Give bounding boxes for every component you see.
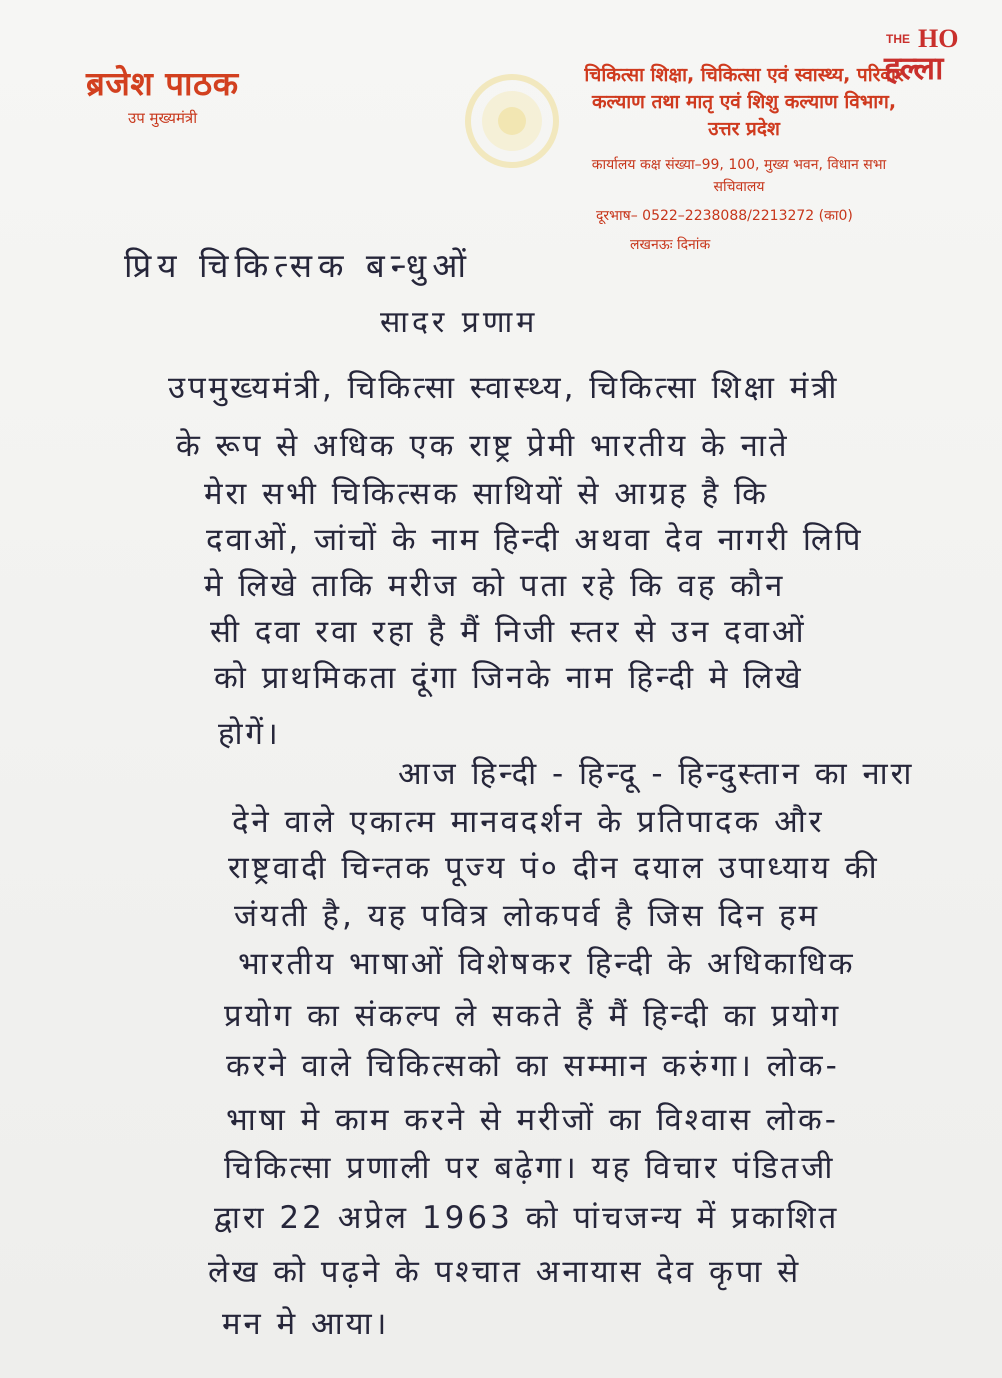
paragraph2-line: चिकित्सा प्रणाली पर बढ़ेगा। यह विचार पंडितजी <box>224 1150 836 1186</box>
paragraph1-line: के रूप से अधिक एक राष्ट्र प्रेमी भारतीय के नाते <box>176 428 790 464</box>
paragraph1-line: मे लिखे ताकि मरीज को पता रहे कि वह कौन <box>204 568 786 604</box>
paragraph2-line: भारतीय भाषाओं विशेषकर हिन्दी के अधिकाधिक <box>238 946 856 982</box>
letter-greeting: सादर प्रणाम <box>380 305 539 340</box>
place-date: लखनऊः दिनांक <box>630 237 711 253</box>
paragraph2-line: लेख को पढ़ने के पश्चात अनायास देव कृपा से <box>208 1254 802 1290</box>
paragraph2-line: देने वाले एकात्म मानवदर्शन के प्रतिपादक और <box>232 804 825 840</box>
office-phone: दूरभाष– 0522–2238088/2213272 (का0) <box>596 208 853 224</box>
paragraph2-line: करने वाले चिकित्सको का सम्मान करुंगा। लोक- <box>226 1048 840 1084</box>
paragraph2-line: राष्ट्रवादी चिन्तक पूज्य पं० दीन दयाल उपाध्याय की <box>228 850 880 886</box>
paragraph1-line: सी दवा रवा रहा है मैं निजी स्तर से उन दवाओं <box>210 614 807 650</box>
paragraph2-line: प्रयोग का संकल्प ले सकते हैं मैं हिन्दी का प्रयोग <box>224 998 842 1034</box>
logo-hindi-text: हल्ला <box>884 49 943 87</box>
paragraph1-line: उपमुख्यमंत्री, चिकित्सा स्वास्थ्य, चिकित्सा शिक्षा मंत्री <box>168 370 840 406</box>
the-hohalla-logo <box>884 24 994 87</box>
paragraph2-line: मन मे आया। <box>222 1306 390 1342</box>
paragraph1-line: को प्राथमिकता दूंगा जिनके नाम हिन्दी मे लिखे <box>214 660 804 696</box>
paragraph2-line: भाषा मे काम करने से मरीजों का विश्वास लोक- <box>226 1102 839 1138</box>
minister-post: उप मुख्यमंत्री <box>128 109 198 127</box>
minister-name: ब्रजेश पाठक <box>86 64 239 103</box>
office-address: कार्यालय कक्ष संख्या–99, 100, मुख्य भवन, विधान सभा सचिवालय <box>591 157 887 195</box>
paragraph2-line: जंयती है, यह पवित्र लोकपर्व है जिस दिन हम <box>234 898 821 934</box>
paragraph2-line: आज हिन्दी - हिन्दू - हिन्दुस्तान का नारा <box>398 756 915 792</box>
paragraph1-line: मेरा सभी चिकित्सक साथियों से आग्रह है कि <box>204 476 769 512</box>
department-name: चिकित्सा शिक्षा, चिकित्सा एवं स्वास्थ्य, परिवार कल्याण तथा मातृ एवं शिशु कल्याण विभाग, उत्तर प्रदेश <box>584 64 904 140</box>
logo-ho-text: HO <box>918 24 959 53</box>
logo-the-text: THE <box>886 32 910 46</box>
state-emblem-watermark <box>456 72 568 170</box>
letter-salutation: प्रिय चिकित्सक बन्धुओं <box>124 246 472 285</box>
paragraph1-line: दवाओं, जांचों के नाम हिन्दी अथवा देव नागरी लिपि <box>206 522 864 558</box>
paragraph1-line: होगें। <box>218 716 281 752</box>
paragraph2-line: द्वारा 22 अप्रेल 1963 को पांचजन्य में प्रकाशित <box>214 1200 840 1236</box>
